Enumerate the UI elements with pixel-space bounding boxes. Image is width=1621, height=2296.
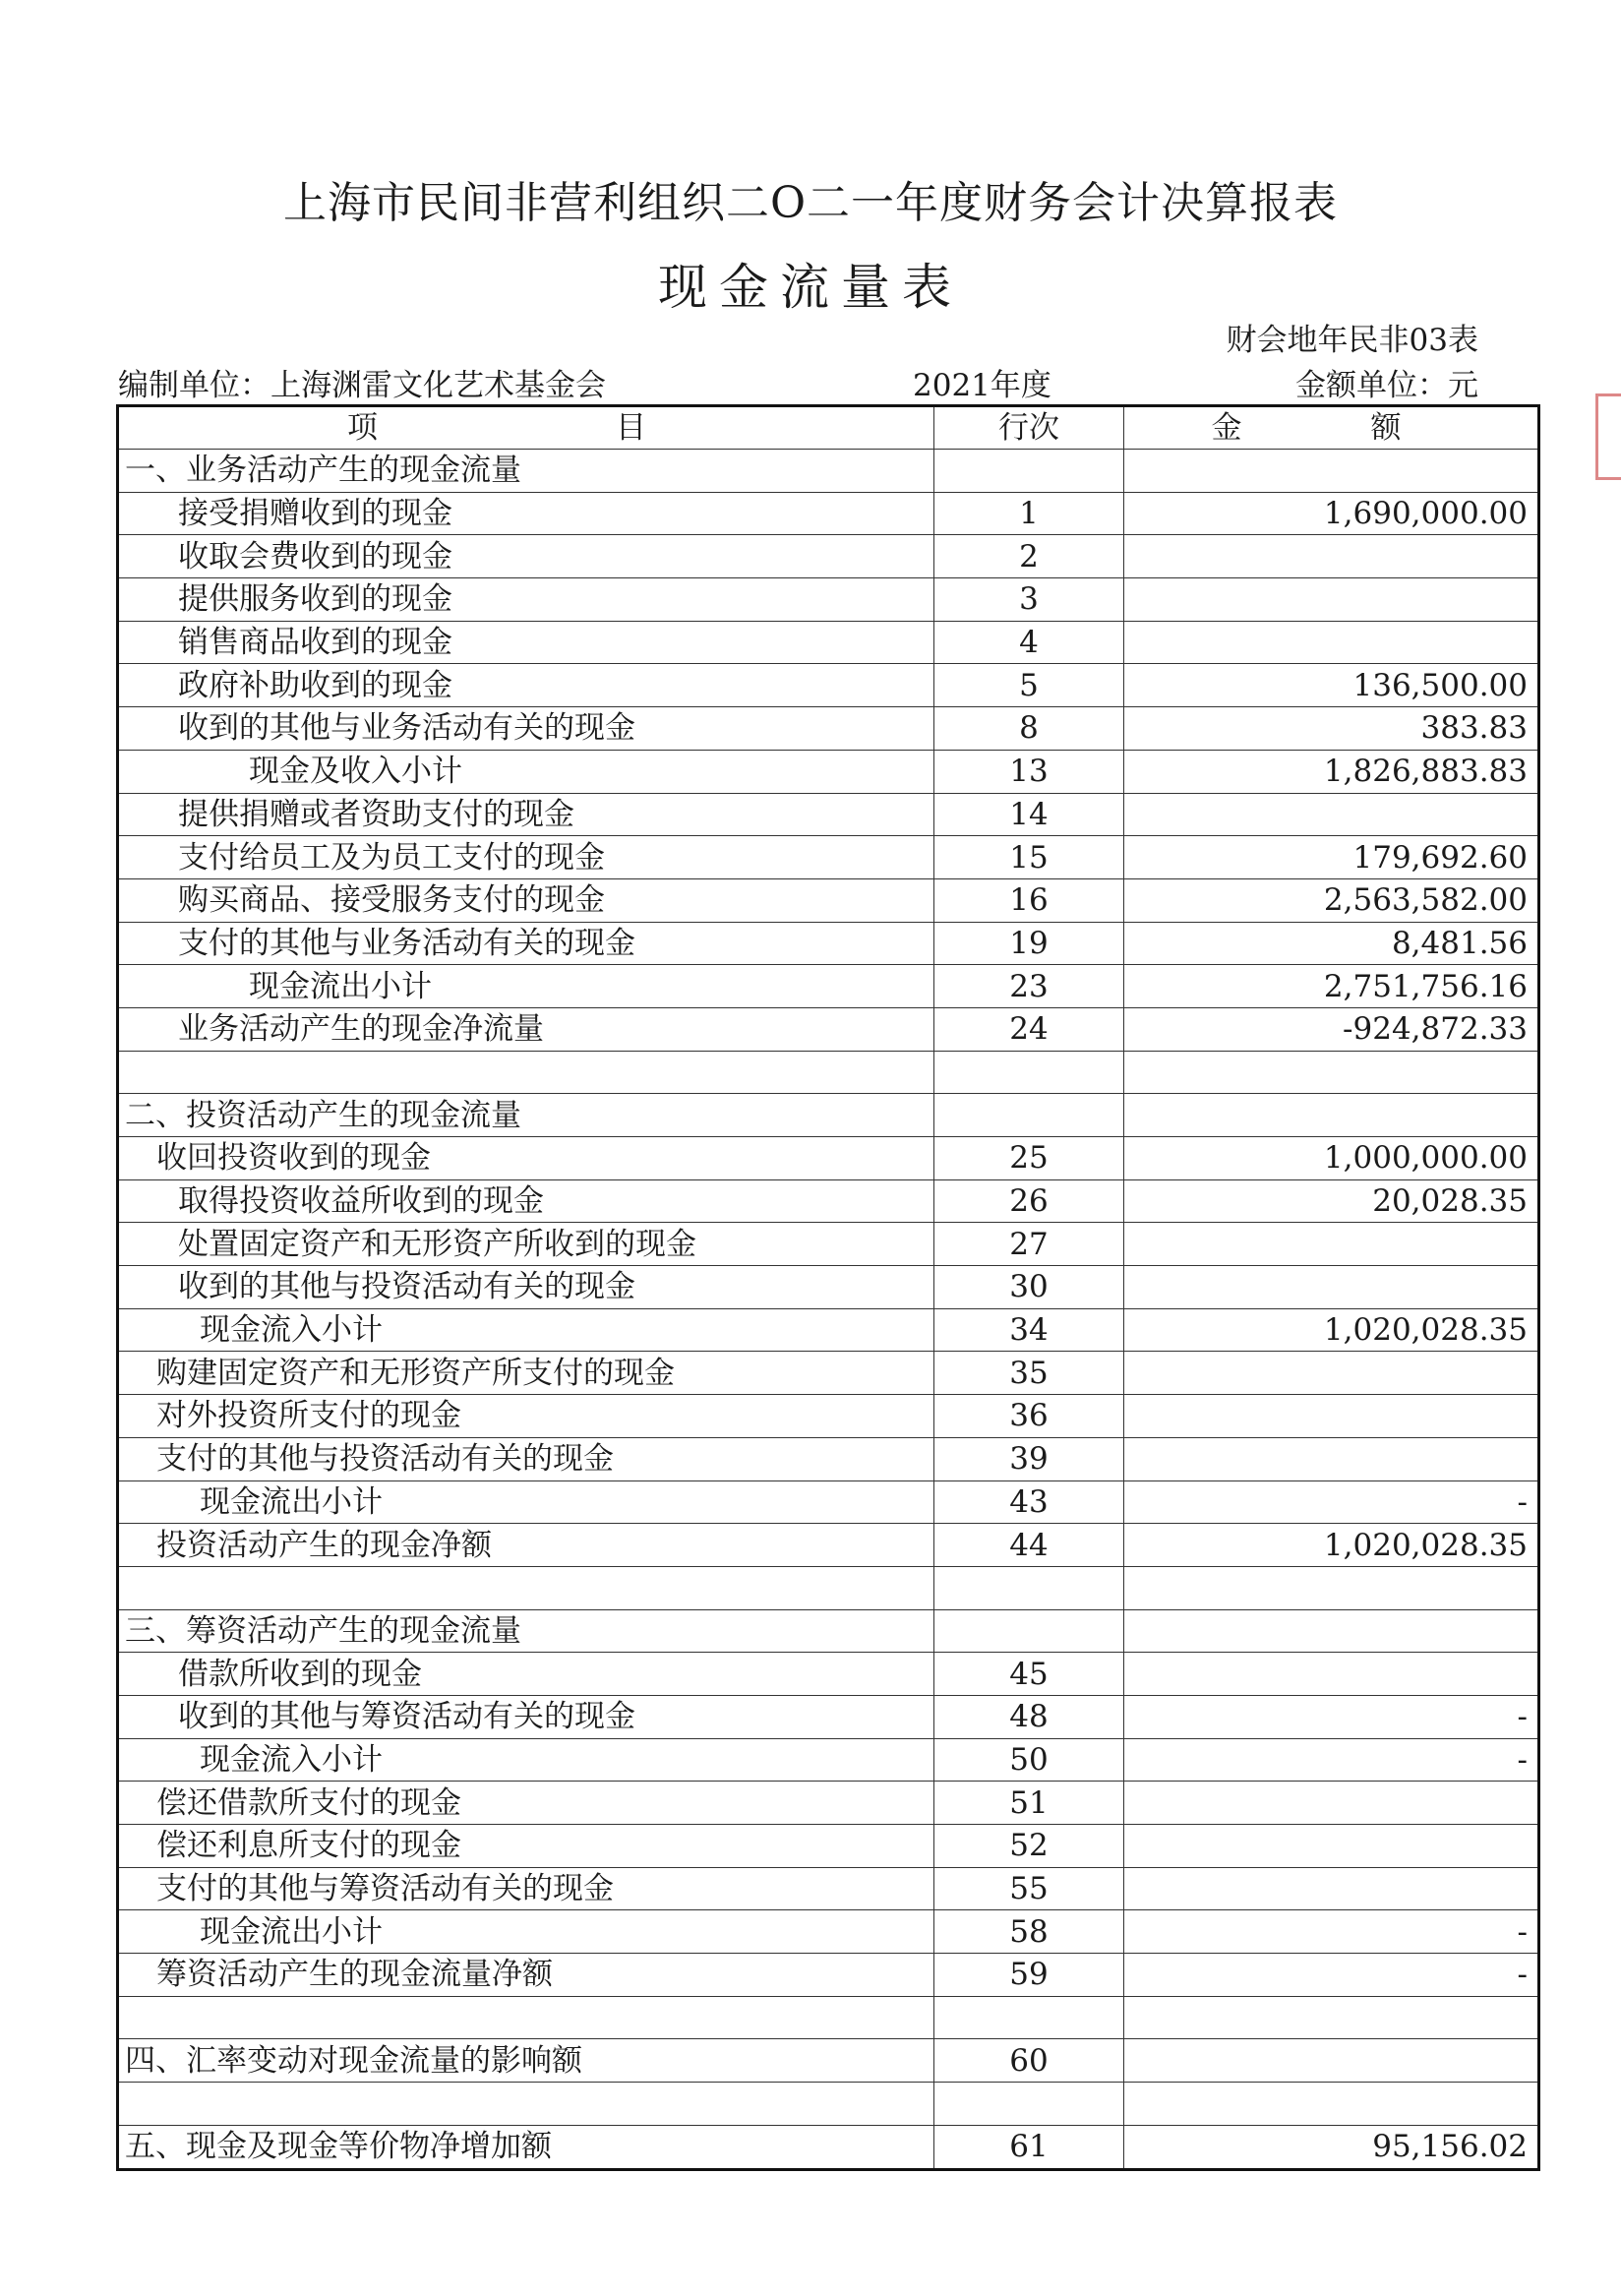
- table-row: [118, 1867, 1539, 1910]
- row-item-label: 政府补助收到的现金: [118, 664, 934, 707]
- row-line-number: 15: [934, 836, 1124, 879]
- row-item-label: 支付的其他与筹资活动有关的现金: [118, 1867, 934, 1910]
- table-row: [118, 1524, 1539, 1567]
- row-amount: [1124, 2039, 1539, 2083]
- table-row: [118, 1094, 1539, 1137]
- column-header-line: 行次: [934, 406, 1124, 450]
- row-item-label: 接受捐赠收到的现金: [118, 492, 934, 535]
- row-item-label: 一、业务活动产生的现金流量: [118, 450, 934, 493]
- row-amount: [1124, 1051, 1539, 1094]
- row-line-number: 26: [934, 1179, 1124, 1223]
- row-amount: 179,692.60: [1124, 836, 1539, 879]
- row-item-label: 业务活动产生的现金净流量: [118, 1007, 934, 1051]
- table-row: [118, 836, 1539, 879]
- row-item-label: 购买商品、接受服务支付的现金: [118, 878, 934, 922]
- row-item-label: [118, 1051, 934, 1094]
- row-amount: -924,872.33: [1124, 1007, 1539, 1051]
- table-row: [118, 1609, 1539, 1653]
- row-line-number: 52: [934, 1825, 1124, 1868]
- row-item-label: 借款所收到的现金: [118, 1653, 934, 1696]
- row-line-number: 24: [934, 1007, 1124, 1051]
- table-header-row: [118, 406, 1539, 450]
- row-item-label: 五、现金及现金等价物净增加额: [118, 2125, 934, 2169]
- table-row: [118, 1137, 1539, 1180]
- row-line-number: 13: [934, 750, 1124, 793]
- row-line-number: 58: [934, 1910, 1124, 1954]
- currency-unit: 金额单位：元: [1295, 368, 1478, 403]
- row-line-number: 23: [934, 965, 1124, 1008]
- row-amount: 8,481.56: [1124, 922, 1539, 965]
- row-item-label: 偿还利息所支付的现金: [118, 1825, 934, 1868]
- report-title: 上海市民间非营利组织二O二一年度财务会计决算报表: [282, 178, 1339, 228]
- row-amount: [1124, 1094, 1539, 1137]
- row-amount: 1,020,028.35: [1124, 1308, 1539, 1352]
- row-amount: [1124, 1825, 1539, 1868]
- row-amount: [1124, 1395, 1539, 1438]
- table-row: [118, 1051, 1539, 1094]
- row-line-number: 48: [934, 1695, 1124, 1738]
- row-line-number: 5: [934, 664, 1124, 707]
- row-amount: -: [1124, 1480, 1539, 1524]
- row-amount: 1,020,028.35: [1124, 1524, 1539, 1567]
- row-line-number: 19: [934, 922, 1124, 965]
- preparing-unit: 编制单位：上海渊雷文化艺术基金会: [118, 368, 606, 403]
- row-line-number: 45: [934, 1653, 1124, 1696]
- row-item-label: 支付的其他与业务活动有关的现金: [118, 922, 934, 965]
- table-row: [118, 1738, 1539, 1782]
- row-item-label: 现金流入小计: [118, 1308, 934, 1352]
- row-amount: 136,500.00: [1124, 664, 1539, 707]
- row-amount: [1124, 1566, 1539, 1609]
- table-row: [118, 922, 1539, 965]
- row-amount: [1124, 1867, 1539, 1910]
- row-amount: [1124, 1653, 1539, 1696]
- table-row: [118, 1825, 1539, 1868]
- table-row: [118, 2083, 1539, 2126]
- fiscal-year: 2021年度: [913, 368, 1051, 403]
- table-row: [118, 1437, 1539, 1480]
- table-row: [118, 965, 1539, 1008]
- table-row: [118, 1308, 1539, 1352]
- table-row: [118, 1910, 1539, 1954]
- table-row: [118, 1996, 1539, 2039]
- row-line-number: 44: [934, 1524, 1124, 1567]
- table-row: [118, 1266, 1539, 1309]
- row-item-label: 对外投资所支付的现金: [118, 1395, 934, 1438]
- table-row: [118, 2039, 1539, 2083]
- row-item-label: 收到的其他与筹资活动有关的现金: [118, 1695, 934, 1738]
- row-item-label: 收到的其他与投资活动有关的现金: [118, 1266, 934, 1309]
- table-row: [118, 878, 1539, 922]
- row-line-number: 16: [934, 878, 1124, 922]
- row-item-label: 三、筹资活动产生的现金流量: [118, 1609, 934, 1653]
- table-row: [118, 535, 1539, 578]
- row-amount: [1124, 535, 1539, 578]
- table-row: [118, 1395, 1539, 1438]
- table-row: [118, 1223, 1539, 1266]
- row-item-label: [118, 1566, 934, 1609]
- row-amount: [1124, 621, 1539, 664]
- row-line-number: 50: [934, 1738, 1124, 1782]
- row-amount: 20,028.35: [1124, 1179, 1539, 1223]
- row-amount: [1124, 793, 1539, 836]
- table-row: [118, 707, 1539, 751]
- row-amount: [1124, 1266, 1539, 1309]
- row-amount: 1,690,000.00: [1124, 492, 1539, 535]
- row-line-number: [934, 2083, 1124, 2126]
- seal-stamp-icon: [1595, 393, 1621, 480]
- row-line-number: [934, 1609, 1124, 1653]
- row-line-number: 4: [934, 621, 1124, 664]
- row-item-label: 四、汇率变动对现金流量的影响额: [118, 2039, 934, 2083]
- row-line-number: 55: [934, 1867, 1124, 1910]
- row-amount: 2,563,582.00: [1124, 878, 1539, 922]
- table-row: [118, 450, 1539, 493]
- column-header-item: 项 目: [118, 406, 934, 450]
- row-amount: [1124, 1609, 1539, 1653]
- row-amount: [1124, 578, 1539, 622]
- row-amount: [1124, 450, 1539, 493]
- table-row: [118, 750, 1539, 793]
- row-item-label: 支付给员工及为员工支付的现金: [118, 836, 934, 879]
- row-line-number: 34: [934, 1308, 1124, 1352]
- row-amount: [1124, 1996, 1539, 2039]
- row-item-label: 购建固定资产和无形资产所支付的现金: [118, 1352, 934, 1395]
- table-row: [118, 1954, 1539, 1997]
- row-line-number: 59: [934, 1954, 1124, 1997]
- statement-title: 现金流量表: [658, 259, 963, 316]
- table-row: [118, 1179, 1539, 1223]
- row-amount: [1124, 2083, 1539, 2126]
- row-item-label: 收回投资收到的现金: [118, 1137, 934, 1180]
- row-line-number: 25: [934, 1137, 1124, 1180]
- row-line-number: 39: [934, 1437, 1124, 1480]
- row-line-number: 30: [934, 1266, 1124, 1309]
- cash-flow-table: [116, 404, 1540, 2171]
- row-amount: [1124, 1437, 1539, 1480]
- row-item-label: 现金流出小计: [118, 1480, 934, 1524]
- row-amount: 1,826,883.83: [1124, 750, 1539, 793]
- row-line-number: 35: [934, 1352, 1124, 1395]
- table-row: [118, 793, 1539, 836]
- table-row: [118, 1480, 1539, 1524]
- row-amount: -: [1124, 1954, 1539, 1997]
- row-amount: [1124, 1223, 1539, 1266]
- row-amount: [1124, 1782, 1539, 1825]
- table-row: [118, 1007, 1539, 1051]
- row-line-number: 8: [934, 707, 1124, 751]
- row-item-label: 投资活动产生的现金净额: [118, 1524, 934, 1567]
- row-item-label: 现金流入小计: [118, 1738, 934, 1782]
- row-item-label: 现金及收入小计: [118, 750, 934, 793]
- row-line-number: 14: [934, 793, 1124, 836]
- table-row: [118, 1653, 1539, 1696]
- row-item-label: 提供服务收到的现金: [118, 578, 934, 622]
- row-line-number: 61: [934, 2125, 1124, 2169]
- row-item-label: [118, 2083, 934, 2126]
- table-row: [118, 1352, 1539, 1395]
- table-row: [118, 2125, 1539, 2169]
- row-item-label: 二、投资活动产生的现金流量: [118, 1094, 934, 1137]
- row-item-label: 收取会费收到的现金: [118, 535, 934, 578]
- form-code: 财会地年民非03表: [1226, 323, 1478, 358]
- column-header-amount: 金 额: [1124, 406, 1539, 450]
- row-line-number: [934, 1094, 1124, 1137]
- row-item-label: 处置固定资产和无形资产所收到的现金: [118, 1223, 934, 1266]
- row-line-number: [934, 1996, 1124, 2039]
- row-item-label: 偿还借款所支付的现金: [118, 1782, 934, 1825]
- row-item-label: [118, 1996, 934, 2039]
- row-item-label: 现金流出小计: [118, 965, 934, 1008]
- row-line-number: 51: [934, 1782, 1124, 1825]
- row-line-number: [934, 1566, 1124, 1609]
- table-row: [118, 492, 1539, 535]
- table-row: [118, 664, 1539, 707]
- row-line-number: 43: [934, 1480, 1124, 1524]
- row-item-label: 收到的其他与业务活动有关的现金: [118, 707, 934, 751]
- row-amount: 95,156.02: [1124, 2125, 1539, 2169]
- row-amount: -: [1124, 1910, 1539, 1954]
- table-row: [118, 1782, 1539, 1825]
- row-amount: 383.83: [1124, 707, 1539, 751]
- row-line-number: [934, 1051, 1124, 1094]
- row-item-label: 支付的其他与投资活动有关的现金: [118, 1437, 934, 1480]
- row-amount: [1124, 1352, 1539, 1395]
- row-item-label: 筹资活动产生的现金流量净额: [118, 1954, 934, 1997]
- row-item-label: 提供捐赠或者资助支付的现金: [118, 793, 934, 836]
- row-line-number: 1: [934, 492, 1124, 535]
- row-amount: -: [1124, 1695, 1539, 1738]
- row-item-label: 取得投资收益所收到的现金: [118, 1179, 934, 1223]
- table-row: [118, 578, 1539, 622]
- row-item-label: 现金流出小计: [118, 1910, 934, 1954]
- row-line-number: 2: [934, 535, 1124, 578]
- row-item-label: 销售商品收到的现金: [118, 621, 934, 664]
- table-row: [118, 1695, 1539, 1738]
- row-line-number: [934, 450, 1124, 493]
- row-amount: 2,751,756.16: [1124, 965, 1539, 1008]
- row-line-number: 60: [934, 2039, 1124, 2083]
- row-amount: -: [1124, 1738, 1539, 1782]
- row-line-number: 3: [934, 578, 1124, 622]
- row-amount: 1,000,000.00: [1124, 1137, 1539, 1180]
- table-row: [118, 621, 1539, 664]
- row-line-number: 36: [934, 1395, 1124, 1438]
- table-row: [118, 1566, 1539, 1609]
- row-line-number: 27: [934, 1223, 1124, 1266]
